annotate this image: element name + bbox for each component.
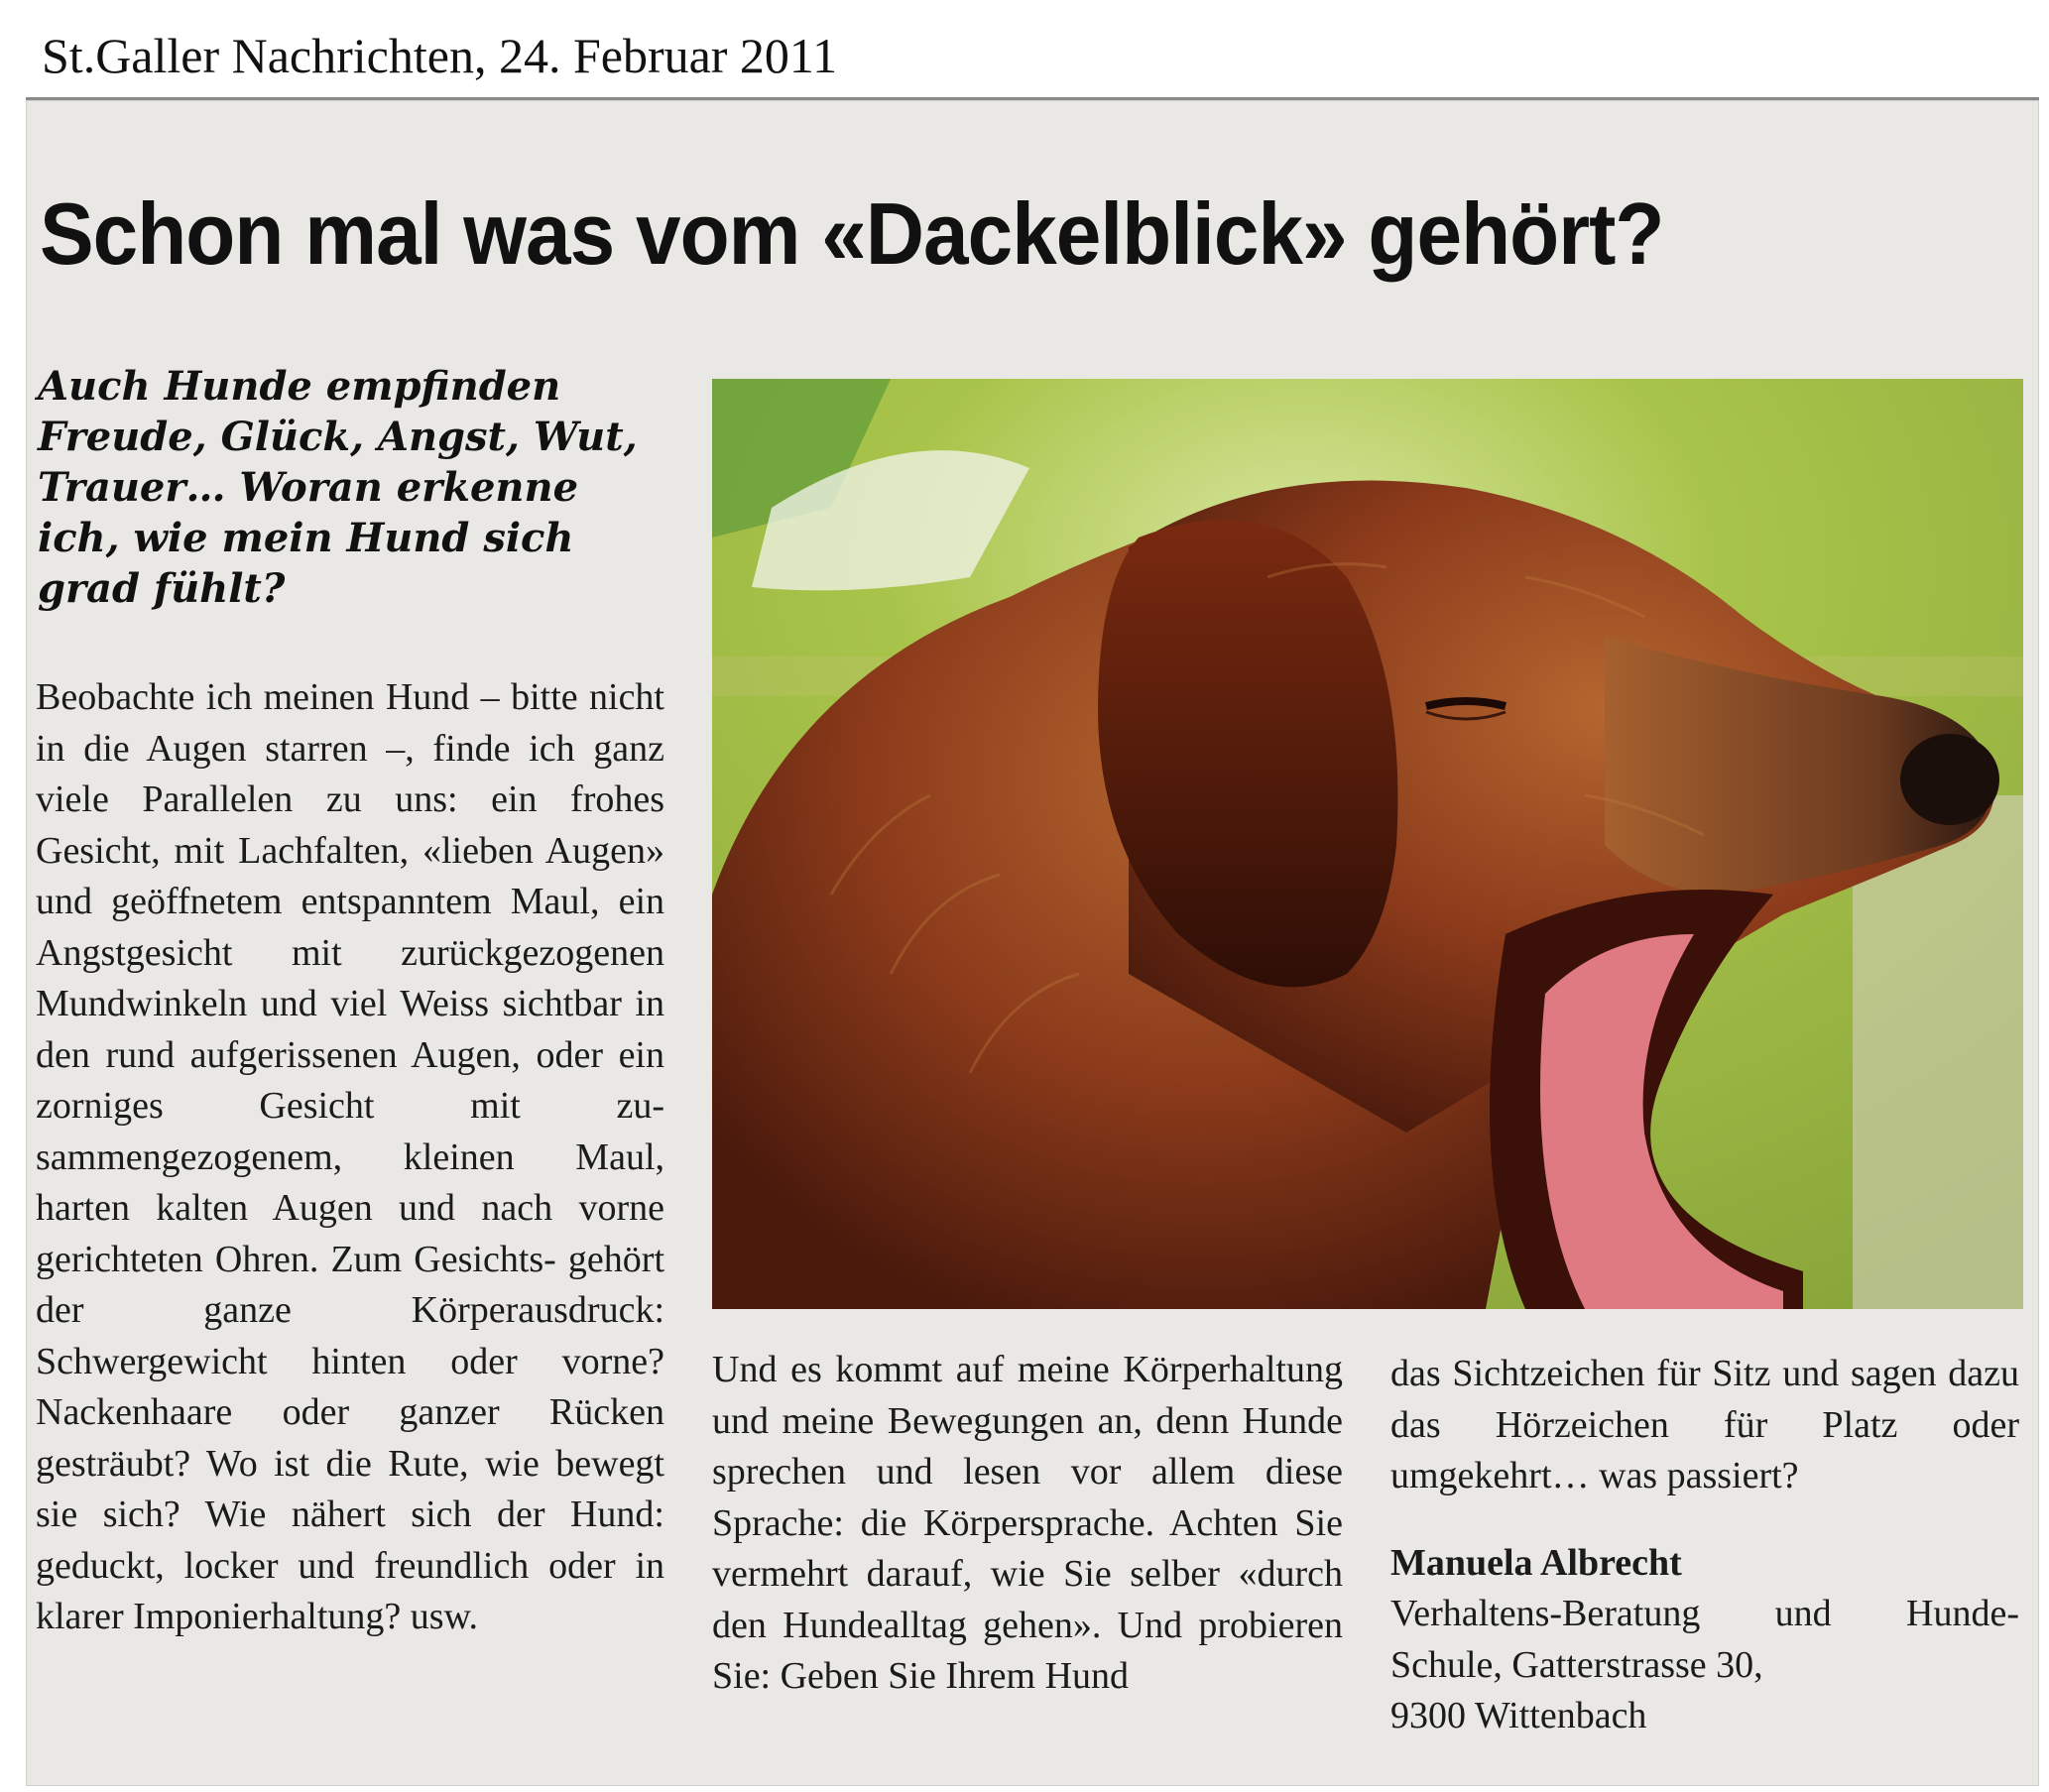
body-column-1 <box>36 672 664 1643</box>
author-line-1: Verhaltens-Beratung und Hunde- <box>1390 1593 2019 1634</box>
body-column-2 <box>712 1345 1343 1703</box>
author-line-2: Schule, Gatterstrasse 30, <box>1390 1643 1763 1686</box>
author-block <box>1390 1538 2019 1742</box>
body-text-3: das Sichtzeichen für Sitz und sagen dazu das Hörzeichen für Platz oder umgekehrt… was passiert? <box>1390 1353 2019 1496</box>
dog-illustration <box>712 379 2023 1309</box>
source-line: St.Galler Nachrichten, 24. Februar 2011 <box>42 28 838 83</box>
lead-paragraph: Auch Hunde empfinden Freude, Glück, Angst, Wut, Trauer… Woran erkenne ich, wie mein Hund sich grad fühlt? <box>38 363 638 612</box>
author-name: Manuela Albrecht <box>1390 1541 1682 1584</box>
dog-photo <box>712 379 2023 1309</box>
body-text-2: Und es kommt auf meine Körperhaltung und meine Bewegungen an, denn Hunde sprechen und lesen vor allem diese Sprache: die Körpersprache. Achten Sie vermehrt darauf, wie Sie selber «durch den Hundealltag gehen». Und probieren Sie: Geben Sie Ihrem Hund <box>712 1349 1343 1697</box>
body-text-1: Beobachte ich meinen Hund – bitte nicht in die Augen starren –, finde ich ganz viele Parallelen zu uns: ein frohes Gesicht, mit Lachfalten, «lieben Augen» und geöffnetem entspanntem Maul, ein Angstgesicht mit zurückgezogenen Mundwinkeln und viel Weiss sichtbar in den rund aufgerissenen Augen, oder ein zorniges Gesicht mit zusammengezogenem, kleinen Maul, harten kalten Augen und nach vorne gerichteten Ohren. Zum Gesichts- gehört der ganze Körperausdruck: Schwergewicht hinten oder vorne? Nackenhaare oder ganzer Rücken gesträubt? Wo ist die Rute, wie bewegt sie sich? Wie nähert sich der Hund: geduckt, locker und freundlich oder in klarer Imponierhaltung? usw. <box>36 676 664 1637</box>
headline: Schon mal was vom «Dackelblick» gehört? <box>40 184 1664 283</box>
body-column-3 <box>1390 1349 2019 1742</box>
author-line-3: 9300 Wittenbach <box>1390 1695 1647 1736</box>
